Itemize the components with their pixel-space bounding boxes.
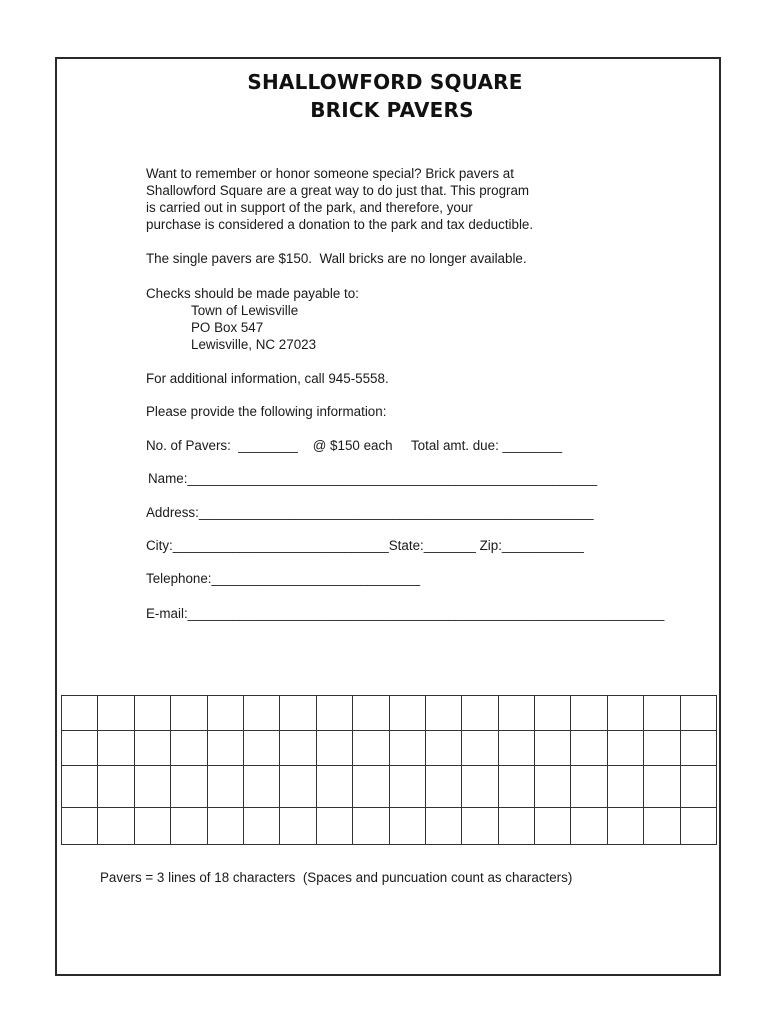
- grid-cell-r1-c13[interactable]: [498, 695, 535, 731]
- grid-cell-r1-c10[interactable]: [389, 695, 426, 731]
- page-title-line-1: SHALLOWFORD SQUARE: [247, 70, 523, 94]
- grid-cell-r4-c17[interactable]: [643, 807, 681, 845]
- grid-cell-r3-c11[interactable]: [425, 765, 462, 808]
- info-text: For additional information, call 945-5558.: [146, 371, 389, 386]
- paver-instructions: Pavers = 3 lines of 18 characters (Spaces and puncuation count as characters): [100, 870, 573, 885]
- address-field[interactable]: Address:_____________________________________________________: [146, 505, 594, 520]
- grid-cell-r2-c14[interactable]: [534, 730, 571, 766]
- grid-cell-r1-c1[interactable]: [61, 695, 98, 731]
- grid-cell-r4-c18[interactable]: [680, 807, 717, 845]
- grid-cell-r3-c12[interactable]: [461, 765, 499, 808]
- email-field[interactable]: E-mail:________________________________________________________________: [146, 606, 665, 621]
- city-state-zip-field[interactable]: City:_____________________________State:_______ Zip:___________: [146, 538, 584, 553]
- grid-cell-r2-c12[interactable]: [461, 730, 499, 766]
- grid-cell-r2-c4[interactable]: [170, 730, 208, 766]
- grid-cell-r2-c10[interactable]: [389, 730, 426, 766]
- grid-cell-r2-c15[interactable]: [570, 730, 608, 766]
- grid-cell-r3-c18[interactable]: [680, 765, 717, 808]
- grid-cell-r2-c8[interactable]: [316, 730, 353, 766]
- grid-cell-r1-c4[interactable]: [170, 695, 208, 731]
- grid-cell-r2-c3[interactable]: [134, 730, 171, 766]
- grid-cell-r3-c8[interactable]: [316, 765, 353, 808]
- grid-cell-r3-c13[interactable]: [498, 765, 535, 808]
- grid-cell-r3-c15[interactable]: [570, 765, 608, 808]
- grid-cell-r3-c6[interactable]: [243, 765, 280, 808]
- grid-cell-r1-c12[interactable]: [461, 695, 499, 731]
- grid-cell-r2-c7[interactable]: [279, 730, 317, 766]
- name-field[interactable]: Name:_______________________________________________________: [148, 471, 598, 486]
- grid-cell-r4-c13[interactable]: [498, 807, 535, 845]
- grid-cell-r1-c16[interactable]: [607, 695, 644, 731]
- intro-line-3: is carried out in support of the park, and therefore, your: [146, 200, 473, 215]
- payee-city: Lewisville, NC 27023: [191, 337, 317, 352]
- grid-cell-r4-c12[interactable]: [461, 807, 499, 845]
- grid-cell-r3-c5[interactable]: [207, 765, 244, 808]
- payee-po-box: PO Box 547: [191, 320, 264, 335]
- grid-cell-r1-c15[interactable]: [570, 695, 608, 731]
- intro-line-2: Shallowford Square are a great way to do just that. This program: [146, 183, 530, 198]
- grid-cell-r2-c18[interactable]: [680, 730, 717, 766]
- provide-info-text: Please provide the following information:: [146, 404, 387, 419]
- checks-heading: Checks should be made payable to:: [146, 286, 359, 301]
- intro-line-1: Want to remember or honor someone special? Brick pavers at: [146, 166, 514, 181]
- payee-name: Town of Lewisville: [191, 303, 299, 318]
- grid-cell-r1-c5[interactable]: [207, 695, 244, 731]
- grid-cell-r4-c1[interactable]: [61, 807, 98, 845]
- grid-cell-r4-c5[interactable]: [207, 807, 244, 845]
- grid-cell-r3-c16[interactable]: [607, 765, 644, 808]
- grid-cell-r4-c11[interactable]: [425, 807, 462, 845]
- grid-cell-r3-c7[interactable]: [279, 765, 317, 808]
- grid-cell-r4-c8[interactable]: [316, 807, 353, 845]
- grid-cell-r3-c17[interactable]: [643, 765, 681, 808]
- grid-cell-r2-c2[interactable]: [97, 730, 135, 766]
- grid-cell-r3-c14[interactable]: [534, 765, 571, 808]
- grid-cell-r4-c10[interactable]: [389, 807, 426, 845]
- pavers-quantity-field[interactable]: No. of Pavers: ________ @ $150 each Total amt. due: ________: [146, 438, 563, 453]
- grid-cell-r2-c1[interactable]: [61, 730, 98, 766]
- grid-cell-r1-c6[interactable]: [243, 695, 280, 731]
- grid-cell-r2-c16[interactable]: [607, 730, 644, 766]
- grid-cell-r1-c3[interactable]: [134, 695, 171, 731]
- grid-cell-r3-c1[interactable]: [61, 765, 98, 808]
- grid-cell-r4-c6[interactable]: [243, 807, 280, 845]
- grid-cell-r4-c2[interactable]: [97, 807, 135, 845]
- grid-cell-r4-c16[interactable]: [607, 807, 644, 845]
- grid-cell-r2-c17[interactable]: [643, 730, 681, 766]
- grid-cell-r4-c15[interactable]: [570, 807, 608, 845]
- grid-cell-r2-c5[interactable]: [207, 730, 244, 766]
- grid-cell-r4-c14[interactable]: [534, 807, 571, 845]
- intro-line-4: purchase is considered a donation to the park and tax deductible.: [146, 217, 534, 232]
- grid-cell-r3-c2[interactable]: [97, 765, 135, 808]
- page-title-line-2: BRICK PAVERS: [310, 98, 474, 122]
- grid-cell-r4-c9[interactable]: [352, 807, 390, 845]
- grid-cell-r4-c3[interactable]: [134, 807, 171, 845]
- grid-cell-r3-c9[interactable]: [352, 765, 390, 808]
- telephone-field[interactable]: Telephone:____________________________: [146, 571, 421, 586]
- grid-cell-r3-c10[interactable]: [389, 765, 426, 808]
- grid-cell-r2-c9[interactable]: [352, 730, 390, 766]
- grid-cell-r3-c4[interactable]: [170, 765, 208, 808]
- grid-cell-r1-c8[interactable]: [316, 695, 353, 731]
- grid-cell-r2-c13[interactable]: [498, 730, 535, 766]
- grid-cell-r3-c3[interactable]: [134, 765, 171, 808]
- grid-cell-r1-c9[interactable]: [352, 695, 390, 731]
- grid-cell-r1-c14[interactable]: [534, 695, 571, 731]
- grid-cell-r1-c17[interactable]: [643, 695, 681, 731]
- paver-inscription-grid[interactable]: [61, 695, 716, 845]
- grid-cell-r1-c11[interactable]: [425, 695, 462, 731]
- grid-cell-r1-c18[interactable]: [680, 695, 717, 731]
- grid-cell-r1-c2[interactable]: [97, 695, 135, 731]
- grid-cell-r2-c6[interactable]: [243, 730, 280, 766]
- grid-cell-r1-c7[interactable]: [279, 695, 317, 731]
- grid-cell-r4-c7[interactable]: [279, 807, 317, 845]
- grid-cell-r2-c11[interactable]: [425, 730, 462, 766]
- pricing-text: The single pavers are $150. Wall bricks are no longer available.: [146, 251, 527, 266]
- grid-cell-r4-c4[interactable]: [170, 807, 208, 845]
